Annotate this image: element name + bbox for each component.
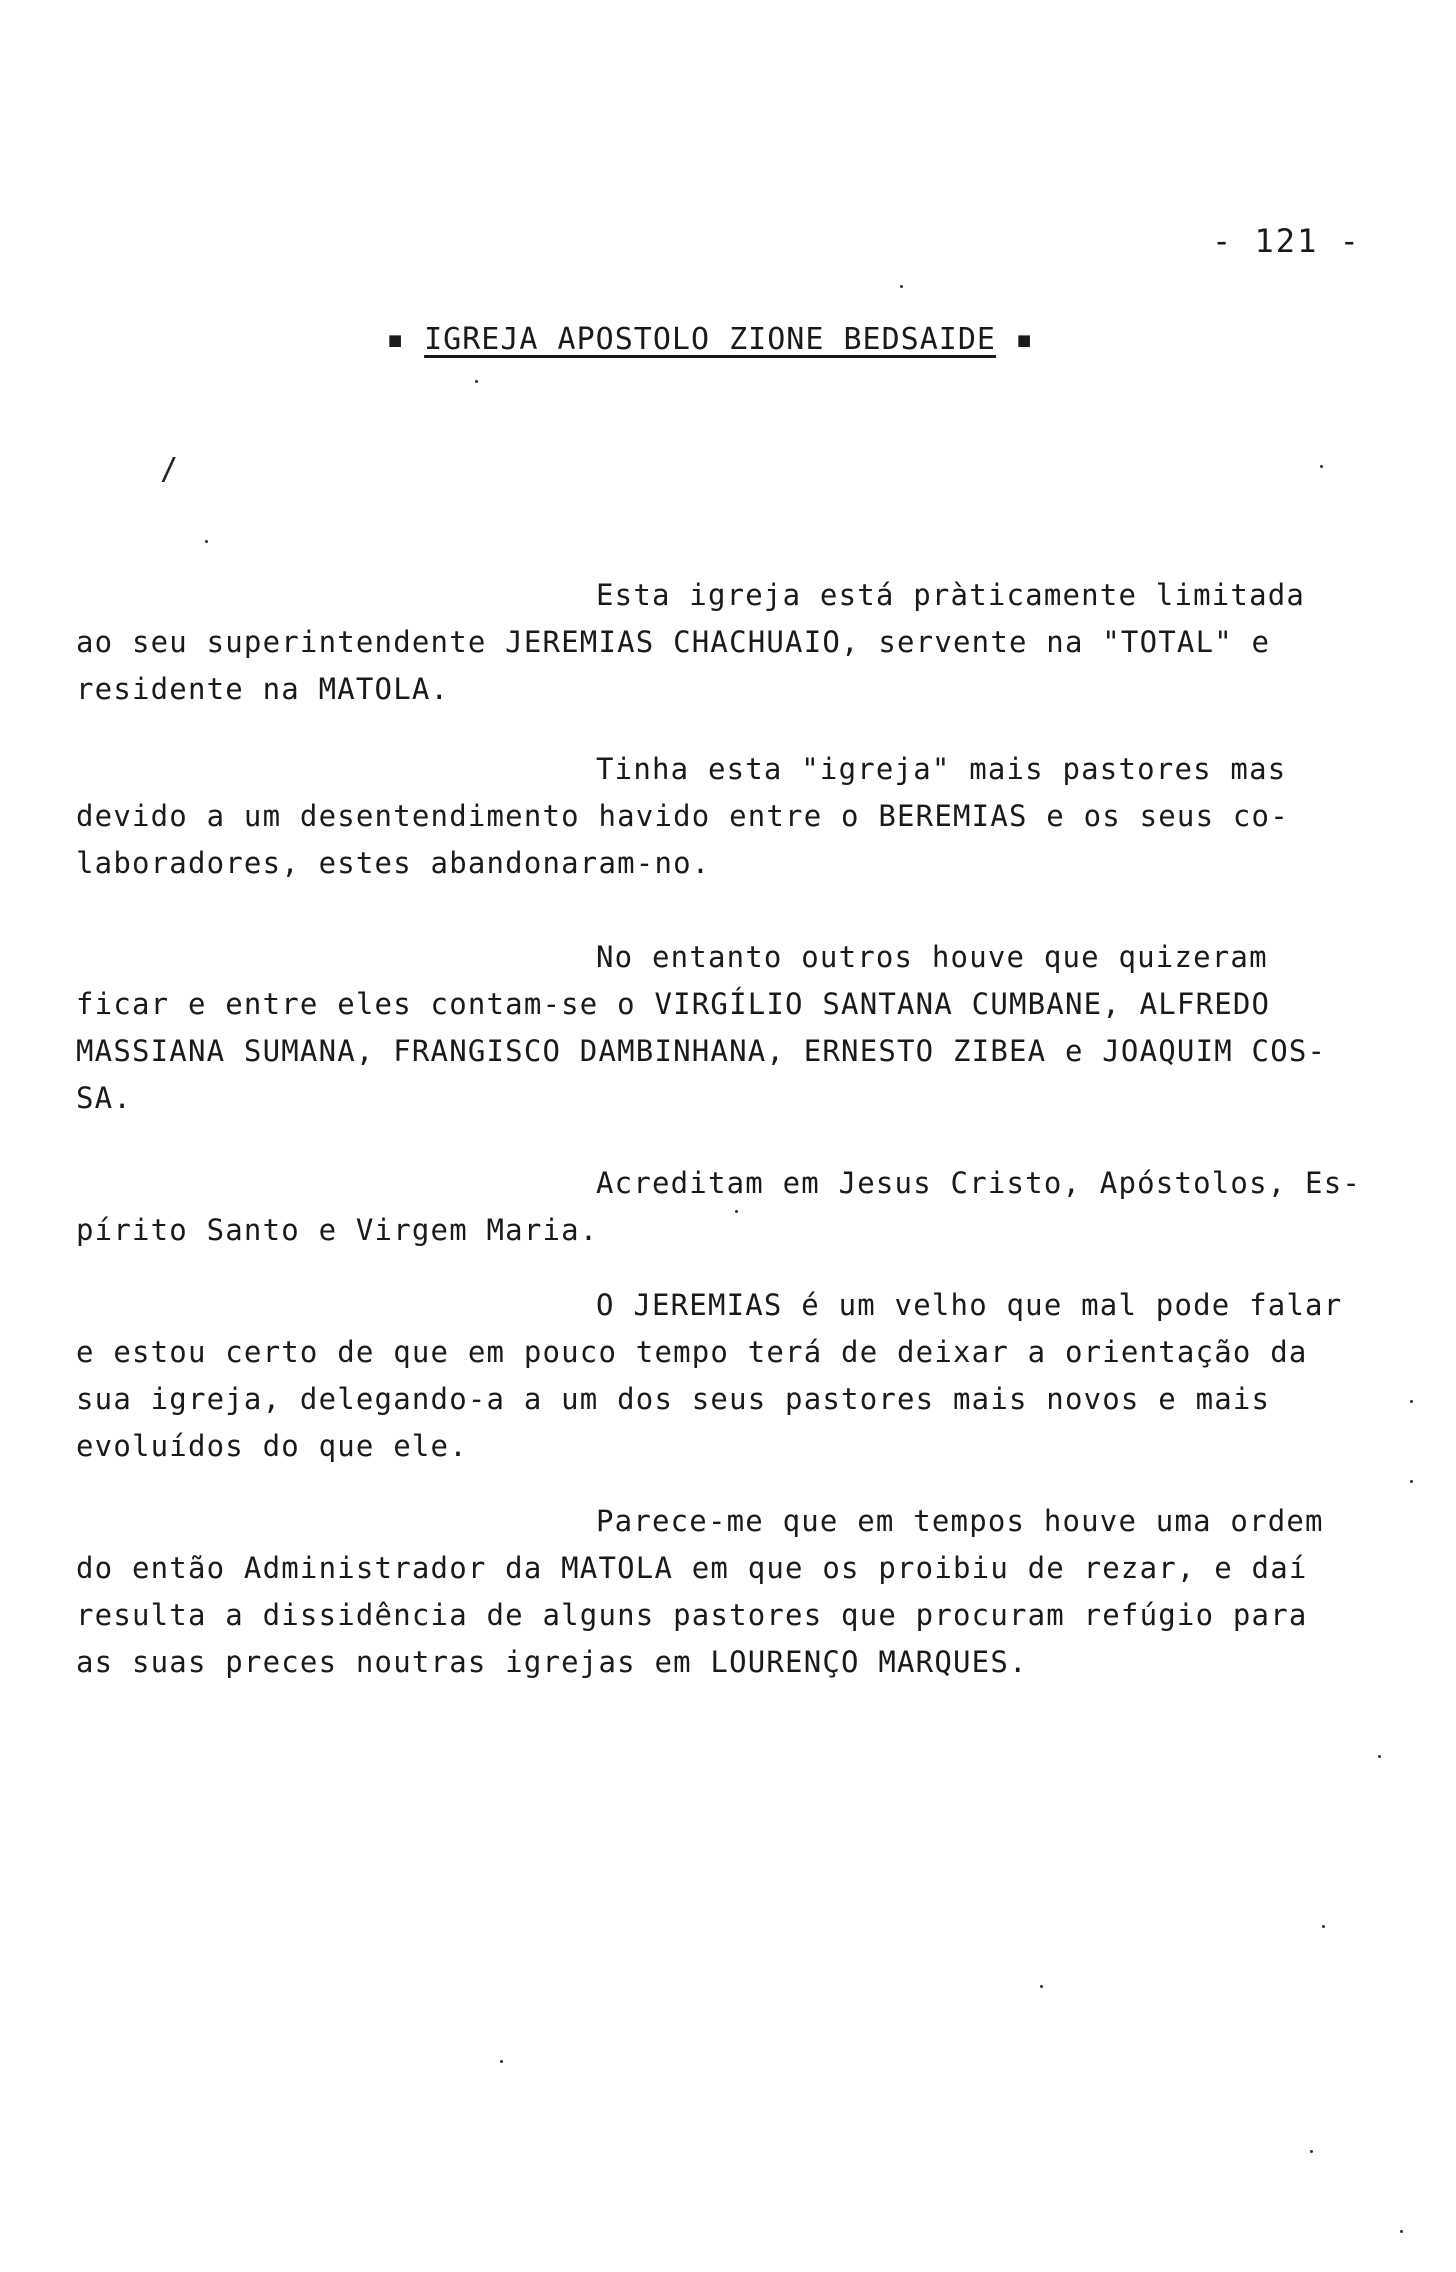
title-text: IGREJA APOSTOLO ZIONE BEDSAIDE <box>424 322 996 357</box>
stray-mark: / <box>160 452 179 487</box>
scan-speck <box>1040 1985 1043 1988</box>
page-title <box>386 322 1034 357</box>
paragraph-5 <box>76 1282 1346 1470</box>
paragraph-line: Acreditam em Jesus Cristo, Apóstolos, Es- <box>596 1166 1362 1200</box>
paragraph-line: sua igreja, delegando-a a um dos seus pastores mais novos e mais <box>76 1382 1271 1416</box>
title-bullet-right: ▪ <box>1015 322 1035 357</box>
paragraph-3 <box>76 934 1346 1122</box>
page-number: - 121 - <box>1212 222 1361 260</box>
scan-speck <box>900 285 903 288</box>
paragraph-line: do então Administrador da MATOLA em que os proibiu de rezar, e daí <box>76 1551 1308 1585</box>
paragraph-line: MASSIANA SUMANA, FRANGISCO DAMBINHANA, ERNESTO ZIBEA e JOAQUIM COS- <box>76 1034 1327 1068</box>
paragraph-line: Tinha esta "igreja" mais pastores mas <box>596 752 1287 786</box>
scan-speck <box>1400 2230 1403 2233</box>
paragraph-line: as suas preces noutras igrejas em LOURENÇO MARQUES. <box>76 1645 1028 1679</box>
paragraph-line: Parece-me que em tempos houve uma ordem <box>596 1504 1324 1538</box>
scan-speck <box>1310 2150 1313 2153</box>
paragraph-6 <box>76 1498 1346 1686</box>
scan-speck <box>1410 1400 1413 1403</box>
paragraph-1 <box>76 572 1346 713</box>
paragraph-line: resulta a dissidência de alguns pastores que procuram refúgio para <box>76 1598 1308 1632</box>
paragraph-line: evoluídos do que ele. <box>76 1429 468 1463</box>
paragraph-line: Esta igreja está pràticamente limitada <box>596 578 1306 612</box>
paragraph-line: O JEREMIAS é um velho que mal pode falar <box>596 1288 1343 1322</box>
paragraph-line: e estou certo de que em pouco tempo terá de deixar a orientação da <box>76 1335 1308 1369</box>
paragraph-4 <box>76 1160 1362 1254</box>
paragraph-line: ao seu superintendente JEREMIAS CHACHUAIO, servente na "TOTAL" e <box>76 625 1271 659</box>
paragraph-line: No entanto outros houve que quizeram <box>596 940 1268 974</box>
paragraph-line: laboradores, estes abandonaram-no. <box>76 846 711 880</box>
paragraph-line: pírito Santo e Virgem Maria. <box>76 1213 599 1247</box>
scan-speck <box>475 380 478 383</box>
paragraph-line: devido a um desentendimento havido entre o BEREMIAS e os seus co- <box>76 799 1289 833</box>
paragraph-line: residente na MATOLA. <box>76 672 450 706</box>
scan-speck <box>735 1210 738 1213</box>
scan-speck <box>1378 1755 1381 1758</box>
scan-speck <box>205 540 208 543</box>
scan-speck <box>1322 1925 1325 1928</box>
title-bullet-left: ▪ <box>386 322 406 357</box>
scan-speck <box>1320 465 1323 468</box>
scan-speck <box>500 2060 503 2063</box>
paragraph-2 <box>76 746 1346 887</box>
paragraph-line: SA. <box>76 1081 132 1115</box>
paragraph-line: ficar e entre eles contam-se o VIRGÍLIO SANTANA CUMBANE, ALFREDO <box>76 987 1271 1021</box>
scan-speck <box>1410 1480 1413 1483</box>
